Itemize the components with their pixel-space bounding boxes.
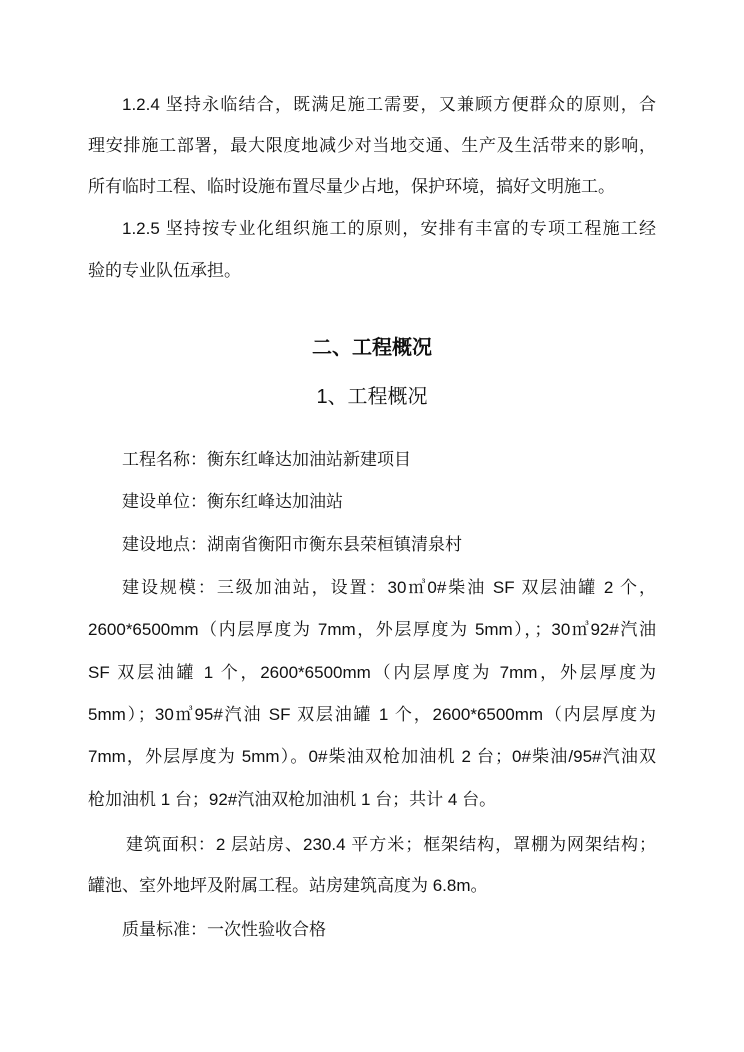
scale-line: 7mm，外层厚度为 5mm）。0#柴油双枪加油机 2 台；0#柴油/95#汽油双 xyxy=(88,747,656,766)
scale-line: 枪加油机 1 台；92#汽油双枪加油机 1 台；共计 4 台。 xyxy=(88,790,497,809)
paragraph-2-line: 验的专业队伍承担。 xyxy=(88,261,241,280)
construction-unit: 建设单位：衡东红峰达加油站 xyxy=(122,492,343,511)
area-line: 罐池、室外地坪及附属工程。站房建筑高度为 6.8m。 xyxy=(88,876,488,895)
paragraph-1-line: 理安排施工部署，最大限度地减少对当地交通、生产及生活带来的影响， xyxy=(88,136,656,155)
paragraph-2-line: 1.2.5 坚持按专业化组织施工的原则，安排有丰富的专项工程施工经 xyxy=(122,219,656,238)
subsection-heading: 1、工程概况 xyxy=(316,386,428,408)
scale-line: 建设规模：三级加油站，设置：30㎥0#柴油 SF 双层油罐 2 个， xyxy=(122,578,656,597)
scale-line: SF 双层油罐 1 个，2600*6500mm（内层厚度为 7mm，外层厚度为 xyxy=(88,663,656,682)
area-line: 建筑面积：2 层站房、230.4 平方米；框架结构，罩棚为网架结构； xyxy=(126,835,656,854)
section-heading: 二、工程概况 xyxy=(312,337,432,359)
scale-line: 2600*6500mm（内层厚度为 7mm，外层厚度为 5mm），；30㎥92#汽油 xyxy=(88,620,656,639)
paragraph-1-line: 所有临时工程、临时设施布置尽量少占地，保护环境，搞好文明施工。 xyxy=(88,177,615,196)
paragraph-1-line: 1.2.4 坚持永临结合，既满足施工需要，又兼顾方便群众的原则，合 xyxy=(122,95,656,114)
quality-standard: 质量标准：一次性验收合格 xyxy=(122,920,326,939)
project-name: 工程名称：衡东红峰达加油站新建项目 xyxy=(122,450,411,469)
scale-line: 5mm）；30㎥95#汽油 SF 双层油罐 1 个，2600*6500mm（内层厚度为 xyxy=(88,705,656,724)
construction-location: 建设地点：湖南省衡阳市衡东县荣桓镇清泉村 xyxy=(122,535,462,554)
